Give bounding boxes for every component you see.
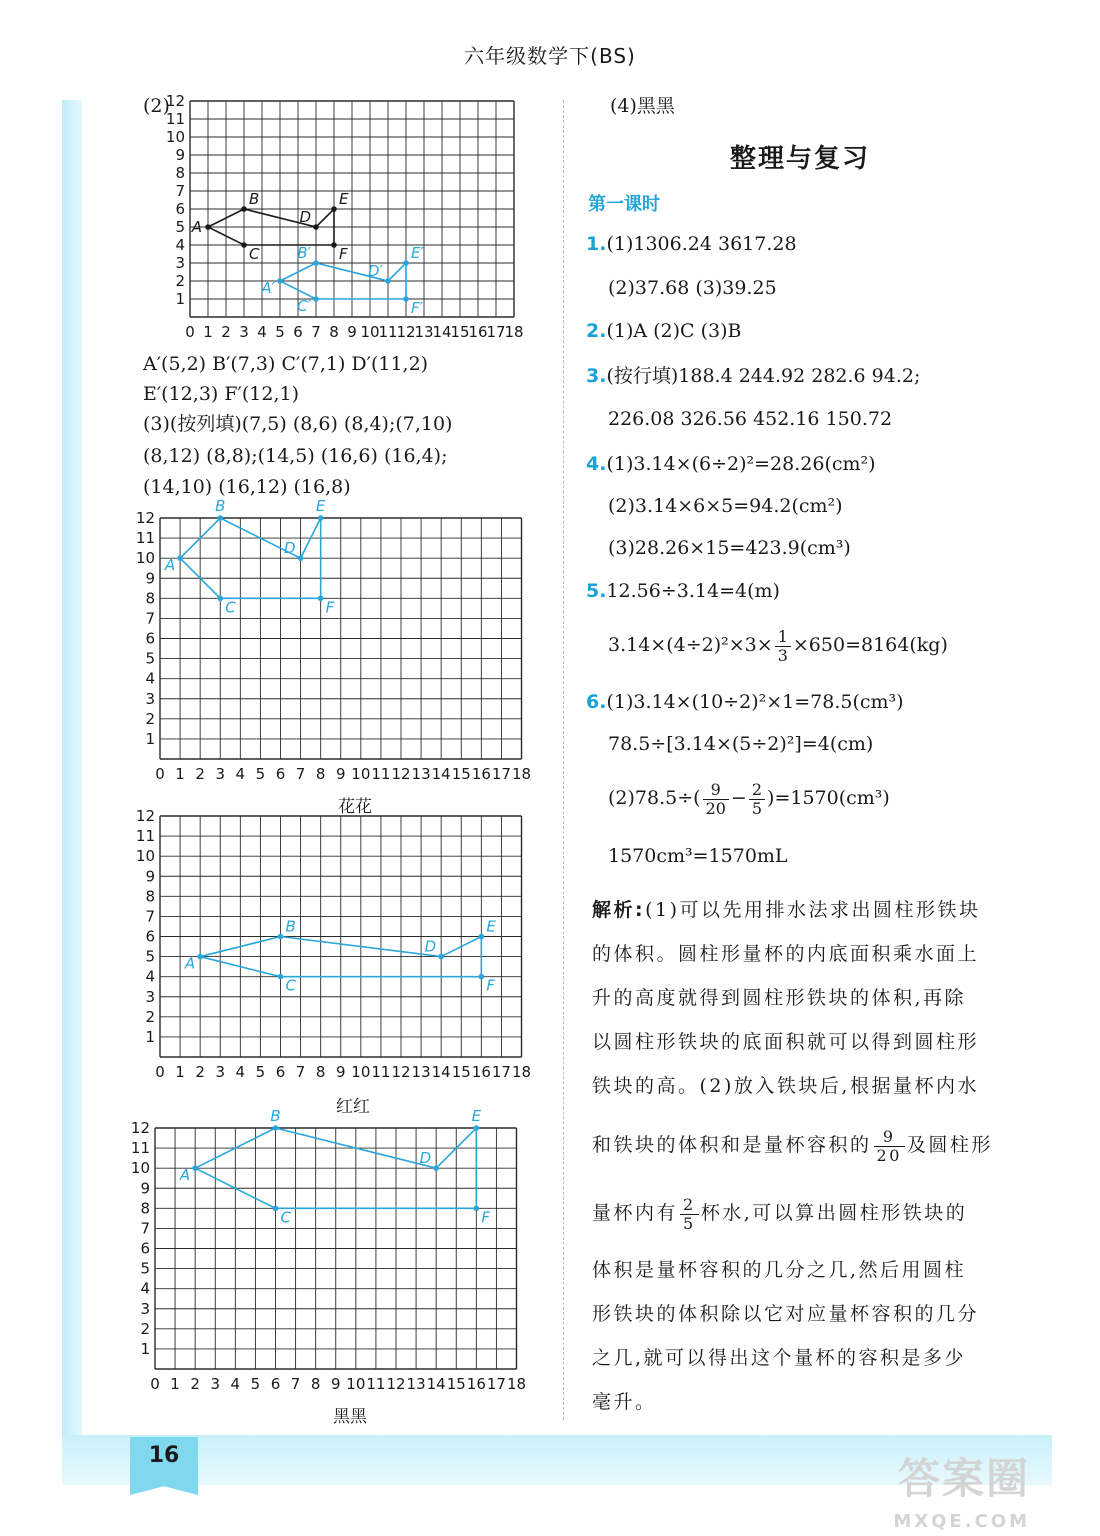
analysis-label: 解析: xyxy=(592,899,646,921)
x-tick-label: 2 xyxy=(195,765,205,783)
point-label: C xyxy=(249,245,260,263)
transformed-points-line-1: A′(5,2) B′(7,3) C′(7,1) D′(11,2) xyxy=(143,353,429,375)
point-marker xyxy=(278,974,284,980)
analysis-line-3: 升的高度就得到圆柱形铁块的体积,再除 xyxy=(592,987,967,1009)
y-tick-label: 5 xyxy=(145,649,155,668)
x-tick-label: 1 xyxy=(175,1063,185,1081)
analysis-text: (1)可以先用排水法求出圆柱形铁块 xyxy=(645,899,981,921)
x-tick-label: 7 xyxy=(295,1063,306,1081)
point-marker xyxy=(241,206,247,212)
point-marker xyxy=(479,974,485,980)
question-1-number: 1. xyxy=(586,233,607,255)
analysis-line-10: 之几,就可以得出这个量杯的容积是多少 xyxy=(592,1347,967,1369)
analysis-line-7 xyxy=(592,1190,967,1236)
y-tick-label: 9 xyxy=(140,1179,150,1198)
point-marker xyxy=(403,296,409,302)
x-tick-label: 15 xyxy=(450,323,470,341)
x-tick-label: 12 xyxy=(391,1063,411,1081)
x-tick-label: 10 xyxy=(346,1375,366,1393)
x-tick-label: 7 xyxy=(290,1375,301,1393)
page-frame-left xyxy=(62,100,82,1440)
x-tick-label: 18 xyxy=(506,1375,527,1393)
page-header: 六年级数学下(BS) xyxy=(464,44,636,68)
x-tick-label: 9 xyxy=(335,765,346,783)
point-label: F xyxy=(486,976,495,995)
y-tick-label: 11 xyxy=(135,529,155,548)
x-tick-label: 7 xyxy=(295,765,306,783)
x-tick-label: 0 xyxy=(150,1375,160,1393)
x-tick-label: 4 xyxy=(235,765,246,783)
transformed-points-line-2: E′(12,3) F′(12,1) xyxy=(143,383,299,405)
x-tick-label: 14 xyxy=(431,1063,451,1081)
fraction-two-fifths xyxy=(680,1196,699,1233)
question-6-answer-b: 78.5÷[3.14×(5÷2)²]=4(cm) xyxy=(608,733,874,755)
part2-label: (2) xyxy=(143,95,170,117)
question-4-answer-a: (1)3.14×(6÷2)²=28.26(cm²) xyxy=(606,453,876,475)
fraction-numerator: 9 xyxy=(703,781,729,800)
point-marker xyxy=(217,515,223,521)
coordinate-grid-huahua xyxy=(130,497,550,787)
x-tick-label: 11 xyxy=(371,1063,391,1081)
y-tick-label: 12 xyxy=(135,509,155,527)
point-label: E′ xyxy=(411,244,424,262)
point-label: D xyxy=(299,208,311,226)
y-tick-label: 2 xyxy=(145,709,155,728)
question-1-line-1 xyxy=(586,230,797,258)
analysis-line-1 xyxy=(592,896,981,924)
point-label: E xyxy=(471,1107,482,1125)
x-tick-label: 9 xyxy=(335,1063,346,1081)
y-tick-label: 6 xyxy=(145,927,155,946)
question-6-answer-a: (1)3.14×(10÷2)²×1=78.5(cm³) xyxy=(606,691,904,713)
x-tick-label: 13 xyxy=(411,765,431,783)
x-tick-label: 10 xyxy=(360,323,380,341)
fraction-numerator: 2 xyxy=(749,781,765,800)
point-label: A xyxy=(184,954,196,973)
x-tick-label: 6 xyxy=(293,323,303,341)
part4-answer: (4)黑黑 xyxy=(610,95,675,117)
x-tick-label: 6 xyxy=(270,1375,281,1393)
x-tick-label: 17 xyxy=(491,1063,511,1081)
y-tick-label: 8 xyxy=(140,1199,150,1218)
question-4-number: 4. xyxy=(586,453,607,475)
point-label: E xyxy=(339,190,349,208)
y-tick-label: 3 xyxy=(175,254,185,272)
analysis-line-2: 的体积。圆柱形量杯的内底面积乘水面上 xyxy=(592,943,980,965)
y-tick-label: 12 xyxy=(135,807,155,825)
x-tick-label: 8 xyxy=(315,1063,326,1081)
x-tick-label: 2 xyxy=(195,1063,205,1081)
point-label: A xyxy=(164,556,176,575)
x-tick-label: 15 xyxy=(451,765,471,783)
question-5-line-1 xyxy=(586,577,780,605)
question-6-formula-end: )=1570(cm³) xyxy=(767,787,890,809)
question-3-answer-a: (按行填)188.4 244.92 282.6 94.2; xyxy=(606,365,921,387)
analysis-line-9: 形铁块的体积除以它对应量杯容积的几分 xyxy=(592,1303,980,1325)
x-tick-label: 5 xyxy=(255,1063,266,1081)
question-3-line-1 xyxy=(586,362,920,390)
x-tick-label: 11 xyxy=(371,765,391,783)
y-tick-label: 2 xyxy=(145,1007,155,1026)
y-tick-label: 10 xyxy=(135,847,155,866)
question-6-answer-c xyxy=(608,775,890,821)
y-tick-label: 8 xyxy=(145,887,155,906)
x-tick-label: 18 xyxy=(504,323,524,341)
y-tick-label: 5 xyxy=(145,947,155,966)
x-tick-label: 8 xyxy=(315,765,326,783)
y-tick-label: 6 xyxy=(145,629,155,648)
point-marker xyxy=(433,1165,439,1171)
caption-huahua: 花花 xyxy=(338,797,372,817)
point-marker xyxy=(273,1206,279,1212)
section-title: 整理与复习 xyxy=(730,144,871,174)
x-tick-label: 3 xyxy=(210,1375,221,1393)
x-tick-label: 9 xyxy=(347,323,357,341)
y-tick-label: 10 xyxy=(165,128,185,146)
x-tick-label: 0 xyxy=(155,765,165,783)
analysis-line-11: 毫升。 xyxy=(592,1391,657,1413)
point-marker xyxy=(278,934,284,940)
x-tick-label: 16 xyxy=(471,1063,491,1081)
point-marker xyxy=(385,278,391,284)
y-tick-label: 11 xyxy=(135,827,155,846)
x-tick-label: 12 xyxy=(391,765,411,783)
x-tick-label: 17 xyxy=(486,323,506,341)
question-3-answer-b: 226.08 326.56 452.16 150.72 xyxy=(608,408,893,430)
x-tick-label: 6 xyxy=(275,1063,286,1081)
page-number: 16 xyxy=(148,1443,180,1468)
point-label: F xyxy=(481,1208,490,1227)
x-tick-label: 16 xyxy=(471,765,491,783)
x-tick-label: 3 xyxy=(239,323,249,341)
fraction-denominator: 20 xyxy=(705,798,726,818)
point-label: B xyxy=(249,190,260,208)
x-tick-label: 13 xyxy=(414,323,434,341)
point-label: B xyxy=(270,1107,281,1125)
y-tick-label: 10 xyxy=(130,1159,150,1178)
y-tick-label: 1 xyxy=(175,290,185,308)
question-2-answer: (1)A (2)C (3)B xyxy=(606,320,742,342)
point-label: F xyxy=(325,598,335,617)
y-tick-label: 6 xyxy=(140,1239,150,1258)
y-tick-label: 12 xyxy=(130,1119,150,1137)
point-marker xyxy=(313,296,319,302)
y-tick-label: 9 xyxy=(145,569,155,588)
question-5-formula-start: 3.14×(4÷2)²×3× xyxy=(608,634,773,656)
point-label: C xyxy=(285,976,296,995)
point-marker xyxy=(273,1125,279,1131)
point-marker xyxy=(197,954,203,960)
point-marker xyxy=(438,954,444,960)
part3-line-2: (8,12) (8,8);(14,5) (16,6) (16,4); xyxy=(143,445,448,467)
x-tick-label: 15 xyxy=(446,1375,466,1393)
x-tick-label: 14 xyxy=(426,1375,446,1393)
y-tick-label: 3 xyxy=(140,1299,150,1318)
minus-sign: − xyxy=(730,787,747,809)
point-label: A′ xyxy=(261,279,275,297)
x-tick-label: 5 xyxy=(275,323,285,341)
caption-heihei: 黑黑 xyxy=(333,1407,367,1427)
question-5-formula-end: ×650=8164(kg) xyxy=(792,634,948,656)
question-5-answer-b xyxy=(608,622,948,668)
point-marker xyxy=(277,278,283,284)
point-marker xyxy=(479,934,485,940)
y-tick-label: 5 xyxy=(175,218,185,236)
point-marker xyxy=(403,260,409,266)
point-label: E xyxy=(486,917,496,936)
y-tick-label: 7 xyxy=(145,609,155,628)
fraction-denominator: 5 xyxy=(751,798,763,818)
y-tick-label: 4 xyxy=(140,1279,150,1298)
x-tick-label: 16 xyxy=(466,1375,486,1393)
part3-line-1: (3)(按列填)(7,5) (8,6) (8,4);(7,10) xyxy=(143,413,453,435)
y-tick-label: 6 xyxy=(175,200,185,218)
x-tick-label: 13 xyxy=(406,1375,426,1393)
x-tick-label: 0 xyxy=(185,323,195,341)
x-tick-label: 3 xyxy=(215,765,226,783)
x-tick-label: 17 xyxy=(486,1375,506,1393)
analysis-line-6 xyxy=(592,1122,993,1168)
fraction-numerator: 9 xyxy=(874,1128,905,1147)
fraction-two-fifths xyxy=(749,781,765,818)
part3-line-3: (14,10) (16,12) (16,8) xyxy=(143,476,351,498)
y-tick-label: 1 xyxy=(145,729,155,748)
analysis-text: 和铁块的体积和是量杯容积的 xyxy=(592,1134,872,1156)
y-tick-label: 5 xyxy=(140,1259,150,1278)
y-tick-label: 9 xyxy=(175,146,185,164)
coordinate-grid-2 xyxy=(160,92,560,345)
point-label: C xyxy=(280,1208,291,1227)
question-6-formula-start: (2)78.5÷( xyxy=(608,787,701,809)
point-marker xyxy=(298,555,304,561)
analysis-line-8: 体积是量杯容积的几分之几,然后用圆柱 xyxy=(592,1259,967,1281)
analysis-text: 量杯内有 xyxy=(592,1202,679,1224)
point-label: D xyxy=(419,1149,432,1168)
x-tick-label: 4 xyxy=(235,1063,246,1081)
y-tick-label: 1 xyxy=(145,1027,155,1046)
analysis-text: 及圆柱形 xyxy=(906,1134,993,1156)
x-tick-label: 6 xyxy=(275,765,286,783)
point-label: D xyxy=(284,539,296,558)
y-tick-label: 7 xyxy=(140,1219,150,1238)
point-label: D xyxy=(424,937,437,956)
fraction-numerator: 1 xyxy=(775,628,791,647)
x-tick-label: 18 xyxy=(511,765,532,783)
question-5-number: 5. xyxy=(586,580,607,602)
x-tick-label: 12 xyxy=(396,323,416,341)
question-5-answer-a: 12.56÷3.14=4(m) xyxy=(606,580,780,602)
x-tick-label: 1 xyxy=(203,323,213,341)
point-marker xyxy=(318,515,324,521)
fraction-nine-twentieths xyxy=(874,1128,905,1165)
x-tick-label: 1 xyxy=(175,765,185,783)
x-tick-label: 2 xyxy=(190,1375,200,1393)
point-marker xyxy=(313,224,319,230)
question-6-number: 6. xyxy=(586,691,607,713)
x-tick-label: 14 xyxy=(431,765,451,783)
point-marker xyxy=(318,596,324,602)
point-label: F xyxy=(339,245,348,263)
x-tick-label: 7 xyxy=(311,323,321,341)
x-tick-label: 15 xyxy=(451,1063,471,1081)
point-marker xyxy=(217,596,223,602)
x-tick-label: 8 xyxy=(310,1375,321,1393)
fraction-one-third xyxy=(775,628,791,665)
question-4-answer-b: (2)3.14×6×5=94.2(cm²) xyxy=(608,495,843,517)
x-tick-label: 13 xyxy=(411,1063,431,1081)
x-tick-label: 18 xyxy=(511,1063,532,1081)
x-tick-label: 11 xyxy=(366,1375,386,1393)
point-label: F′ xyxy=(411,299,424,317)
x-tick-label: 10 xyxy=(351,765,371,783)
analysis-line-5: 铁块的高。(2)放入铁块后,根据量杯内水 xyxy=(592,1075,979,1097)
fraction-denominator: 20 xyxy=(876,1145,902,1165)
question-3-number: 3. xyxy=(586,365,607,387)
y-tick-label: 11 xyxy=(130,1139,150,1158)
x-tick-label: 17 xyxy=(491,765,511,783)
y-tick-label: 7 xyxy=(175,182,185,200)
x-tick-label: 4 xyxy=(230,1375,241,1393)
point-label: A xyxy=(179,1166,191,1185)
lesson-title: 第一课时 xyxy=(588,194,660,215)
x-tick-label: 16 xyxy=(468,323,488,341)
point-label: E xyxy=(315,497,326,515)
y-tick-label: 2 xyxy=(175,272,185,290)
point-label: B xyxy=(285,917,296,936)
y-tick-label: 4 xyxy=(145,967,155,986)
y-tick-label: 2 xyxy=(140,1319,150,1338)
y-tick-label: 10 xyxy=(135,549,155,568)
question-1-answer-a: (1)1306.24 3617.28 xyxy=(606,233,797,255)
x-tick-label: 12 xyxy=(386,1375,406,1393)
y-tick-label: 12 xyxy=(165,92,185,110)
x-tick-label: 14 xyxy=(432,323,452,341)
fraction-nine-twentieths xyxy=(703,781,729,818)
x-tick-label: 1 xyxy=(170,1375,180,1393)
point-marker xyxy=(313,260,319,266)
x-tick-label: 0 xyxy=(155,1063,165,1081)
point-marker xyxy=(205,224,211,230)
x-tick-label: 9 xyxy=(330,1375,341,1393)
question-6-line-1 xyxy=(586,688,904,716)
watermark-logo: 答案圈 xyxy=(897,1454,1030,1503)
y-tick-label: 11 xyxy=(165,110,185,128)
point-label: D′ xyxy=(368,262,383,280)
y-tick-label: 7 xyxy=(145,907,155,926)
point-marker xyxy=(192,1165,198,1171)
x-tick-label: 3 xyxy=(215,1063,226,1081)
y-tick-label: 3 xyxy=(145,689,155,708)
y-tick-label: 1 xyxy=(140,1339,150,1358)
question-1-answer-b: (2)37.68 (3)39.25 xyxy=(608,277,777,299)
point-label: B′ xyxy=(297,244,311,262)
point-marker xyxy=(241,242,247,248)
point-label: B xyxy=(215,497,226,515)
x-tick-label: 2 xyxy=(221,323,231,341)
watermark-url: MXQE.COM xyxy=(893,1511,1030,1532)
fraction-denominator: 5 xyxy=(683,1213,696,1233)
point-marker xyxy=(474,1206,480,1212)
point-marker xyxy=(474,1125,480,1131)
x-tick-label: 11 xyxy=(378,323,398,341)
point-marker xyxy=(331,242,337,248)
question-2-line xyxy=(586,317,742,345)
x-tick-label: 4 xyxy=(257,323,267,341)
y-tick-label: 4 xyxy=(145,669,155,688)
point-label: A xyxy=(191,218,202,236)
y-tick-label: 8 xyxy=(145,589,155,608)
question-6-answer-d: 1570cm³=1570mL xyxy=(608,845,788,867)
y-tick-label: 9 xyxy=(145,867,155,886)
fraction-denominator: 3 xyxy=(777,645,788,665)
y-tick-label: 8 xyxy=(175,164,185,182)
point-label: C xyxy=(225,598,236,617)
x-tick-label: 10 xyxy=(351,1063,371,1081)
x-tick-label: 5 xyxy=(255,765,266,783)
y-tick-label: 3 xyxy=(145,987,155,1006)
point-label: C′ xyxy=(297,297,311,315)
question-2-number: 2. xyxy=(586,320,607,342)
point-marker xyxy=(331,206,337,212)
caption-honghong: 红红 xyxy=(336,1097,370,1117)
x-tick-label: 8 xyxy=(329,323,339,341)
analysis-line-4: 以圆柱形铁块的底面积就可以得到圆柱形 xyxy=(592,1031,980,1053)
x-tick-label: 5 xyxy=(250,1375,261,1393)
y-tick-label: 4 xyxy=(175,236,185,254)
column-divider xyxy=(563,100,564,1420)
fraction-numerator: 2 xyxy=(680,1196,699,1215)
point-marker xyxy=(177,555,183,561)
analysis-text: 杯水,可以算出圆柱形铁块的 xyxy=(700,1202,968,1224)
question-4-answer-c: (3)28.26×15=423.9(cm³) xyxy=(608,537,851,559)
question-4-line-1 xyxy=(586,450,876,478)
